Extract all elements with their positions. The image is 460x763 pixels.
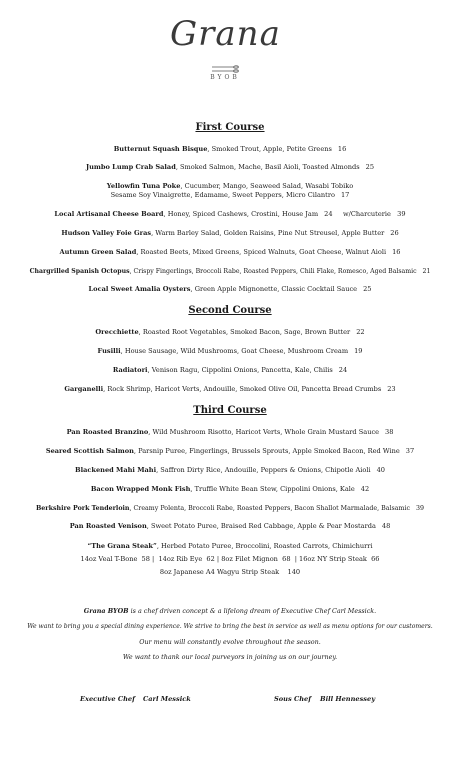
menu-item: Butternut Squash Bisque, Smoked Trout, Apple, Petite Greens 16 xyxy=(113,145,347,153)
executive-chef-name: Carl Messick xyxy=(143,695,191,703)
third-course-heading: Third Course xyxy=(193,405,267,416)
menu-item: Hudson Valley Foie Gras, Warm Barley Salad, Golden Raisins, Pine Nut Streusel, Apple Butter 26 xyxy=(61,229,399,237)
menu-item: Seared Scottish Salmon, Parsnip Puree, Fingerlings, Brussels Sprouts, Apple Smoked Bacon, Red Wine 37 xyxy=(45,447,415,455)
menu-item: Berkshire Pork Tenderloin, Creamy Polenta, Broccoli Rabe, Roasted Peppers, Bacon Shallot Marmalade, Balsamic 39 xyxy=(35,505,425,512)
menu-item: Blackened Mahi Mahi, Saffron Dirty Rice, Andouille, Peppers & Onions, Chipotle Aioli 40 xyxy=(75,466,385,474)
menu-item: Yellowfin Tuna Poke, Cucumber, Mango, Seaweed Salad, Wasabi Tobiko xyxy=(106,182,354,190)
footer-line: Grana BYOB is a chef driven concept & a lifelong dream of Executive Chef Carl Messick. xyxy=(83,607,377,615)
logo-script: Grana xyxy=(170,14,281,54)
menu-item-continuation: Sesame Soy Vinaigrette, Edamame, Sweet Peppers, Micro Cilantro 17 xyxy=(110,191,350,199)
utensils-icon xyxy=(210,64,240,74)
steak-options-line: 8oz Japanese A4 Wagyu Strip Steak 140 xyxy=(159,568,301,576)
menu-item: Pan Roasted Venison, Sweet Potato Puree, Braised Red Cabbage, Apple & Pear Mostarda 48 xyxy=(69,522,391,530)
menu-item: Chargrilled Spanish Octopus, Crispy Fingerlings, Broccoli Rabe, Roasted Peppers, Chili Flake, Romesco, Aged Balsamic 21 xyxy=(29,268,431,275)
menu-item: Bacon Wrapped Monk Fish, Truffle White Bean Stew, Cippolini Onions, Kale 42 xyxy=(90,485,370,493)
sous-chef-title: Sous Chef xyxy=(274,695,312,703)
menu-item: Local Artisanal Cheese Board, Honey, Spiced Cashews, Crostini, House Jam 24 w/Charcuterie 39 xyxy=(54,210,406,218)
menu-item: “The Grana Steak”, Herbed Potato Puree, Broccolini, Roasted Carrots, Chimichurri xyxy=(87,542,373,550)
menu-item: Jumbo Lump Crab Salad, Smoked Salmon, Mache, Basil Aioli, Toasted Almonds 25 xyxy=(85,163,375,171)
menu-item: Orecchiette, Roasted Root Vegetables, Smoked Bacon, Sage, Brown Butter 22 xyxy=(95,328,365,336)
footer-line: Our menu will constantly evolve throughout the season. xyxy=(139,638,321,646)
sous-chef-name: Bill Hennessey xyxy=(320,695,376,703)
footer-line: We want to bring you a special dining experience. We strive to bring the best in service as well as menu options for our customers. xyxy=(27,623,433,630)
menu-item: Pan Roasted Branzino, Wild Mushroom Risotto, Haricot Verts, Whole Grain Mustard Sauce 38 xyxy=(66,428,394,436)
second-course-heading: Second Course xyxy=(188,305,272,316)
menu-item: Radiatori, Venison Ragu, Cippolini Onions, Pancetta, Kale, Chilis 24 xyxy=(112,366,348,374)
menu-item: Autumn Green Salad, Roasted Beets, Mixed Greens, Spiced Walnuts, Goat Cheese, Walnut Aioli 16 xyxy=(59,248,401,256)
menu-item: Local Sweet Amalia Oysters, Green Apple Mignonette, Classic Cocktail Sauce 25 xyxy=(88,285,372,293)
grana-logo xyxy=(170,14,280,84)
footer-line: We want to thank our local purveyors in joining us on our journey. xyxy=(122,653,338,661)
logo-sub: BYOB xyxy=(210,74,240,81)
menu-item: Fusilli, House Sausage, Wild Mushrooms, Goat Cheese, Mushroom Cream 19 xyxy=(97,347,363,355)
steak-options-line: 14oz Veal T-Bone 58 | 14oz Rib Eye 62 | 8oz Filet Mignon 68 | 16oz NY Strip Steak 66 xyxy=(80,555,380,563)
menu-item: Garganelli, Rock Shrimp, Haricot Verts, Andouille, Smoked Olive Oil, Pancetta Bread Crumbs 23 xyxy=(64,385,396,393)
first-course-heading: First Course xyxy=(195,122,265,133)
executive-chef-title: Executive Chef xyxy=(80,695,135,703)
